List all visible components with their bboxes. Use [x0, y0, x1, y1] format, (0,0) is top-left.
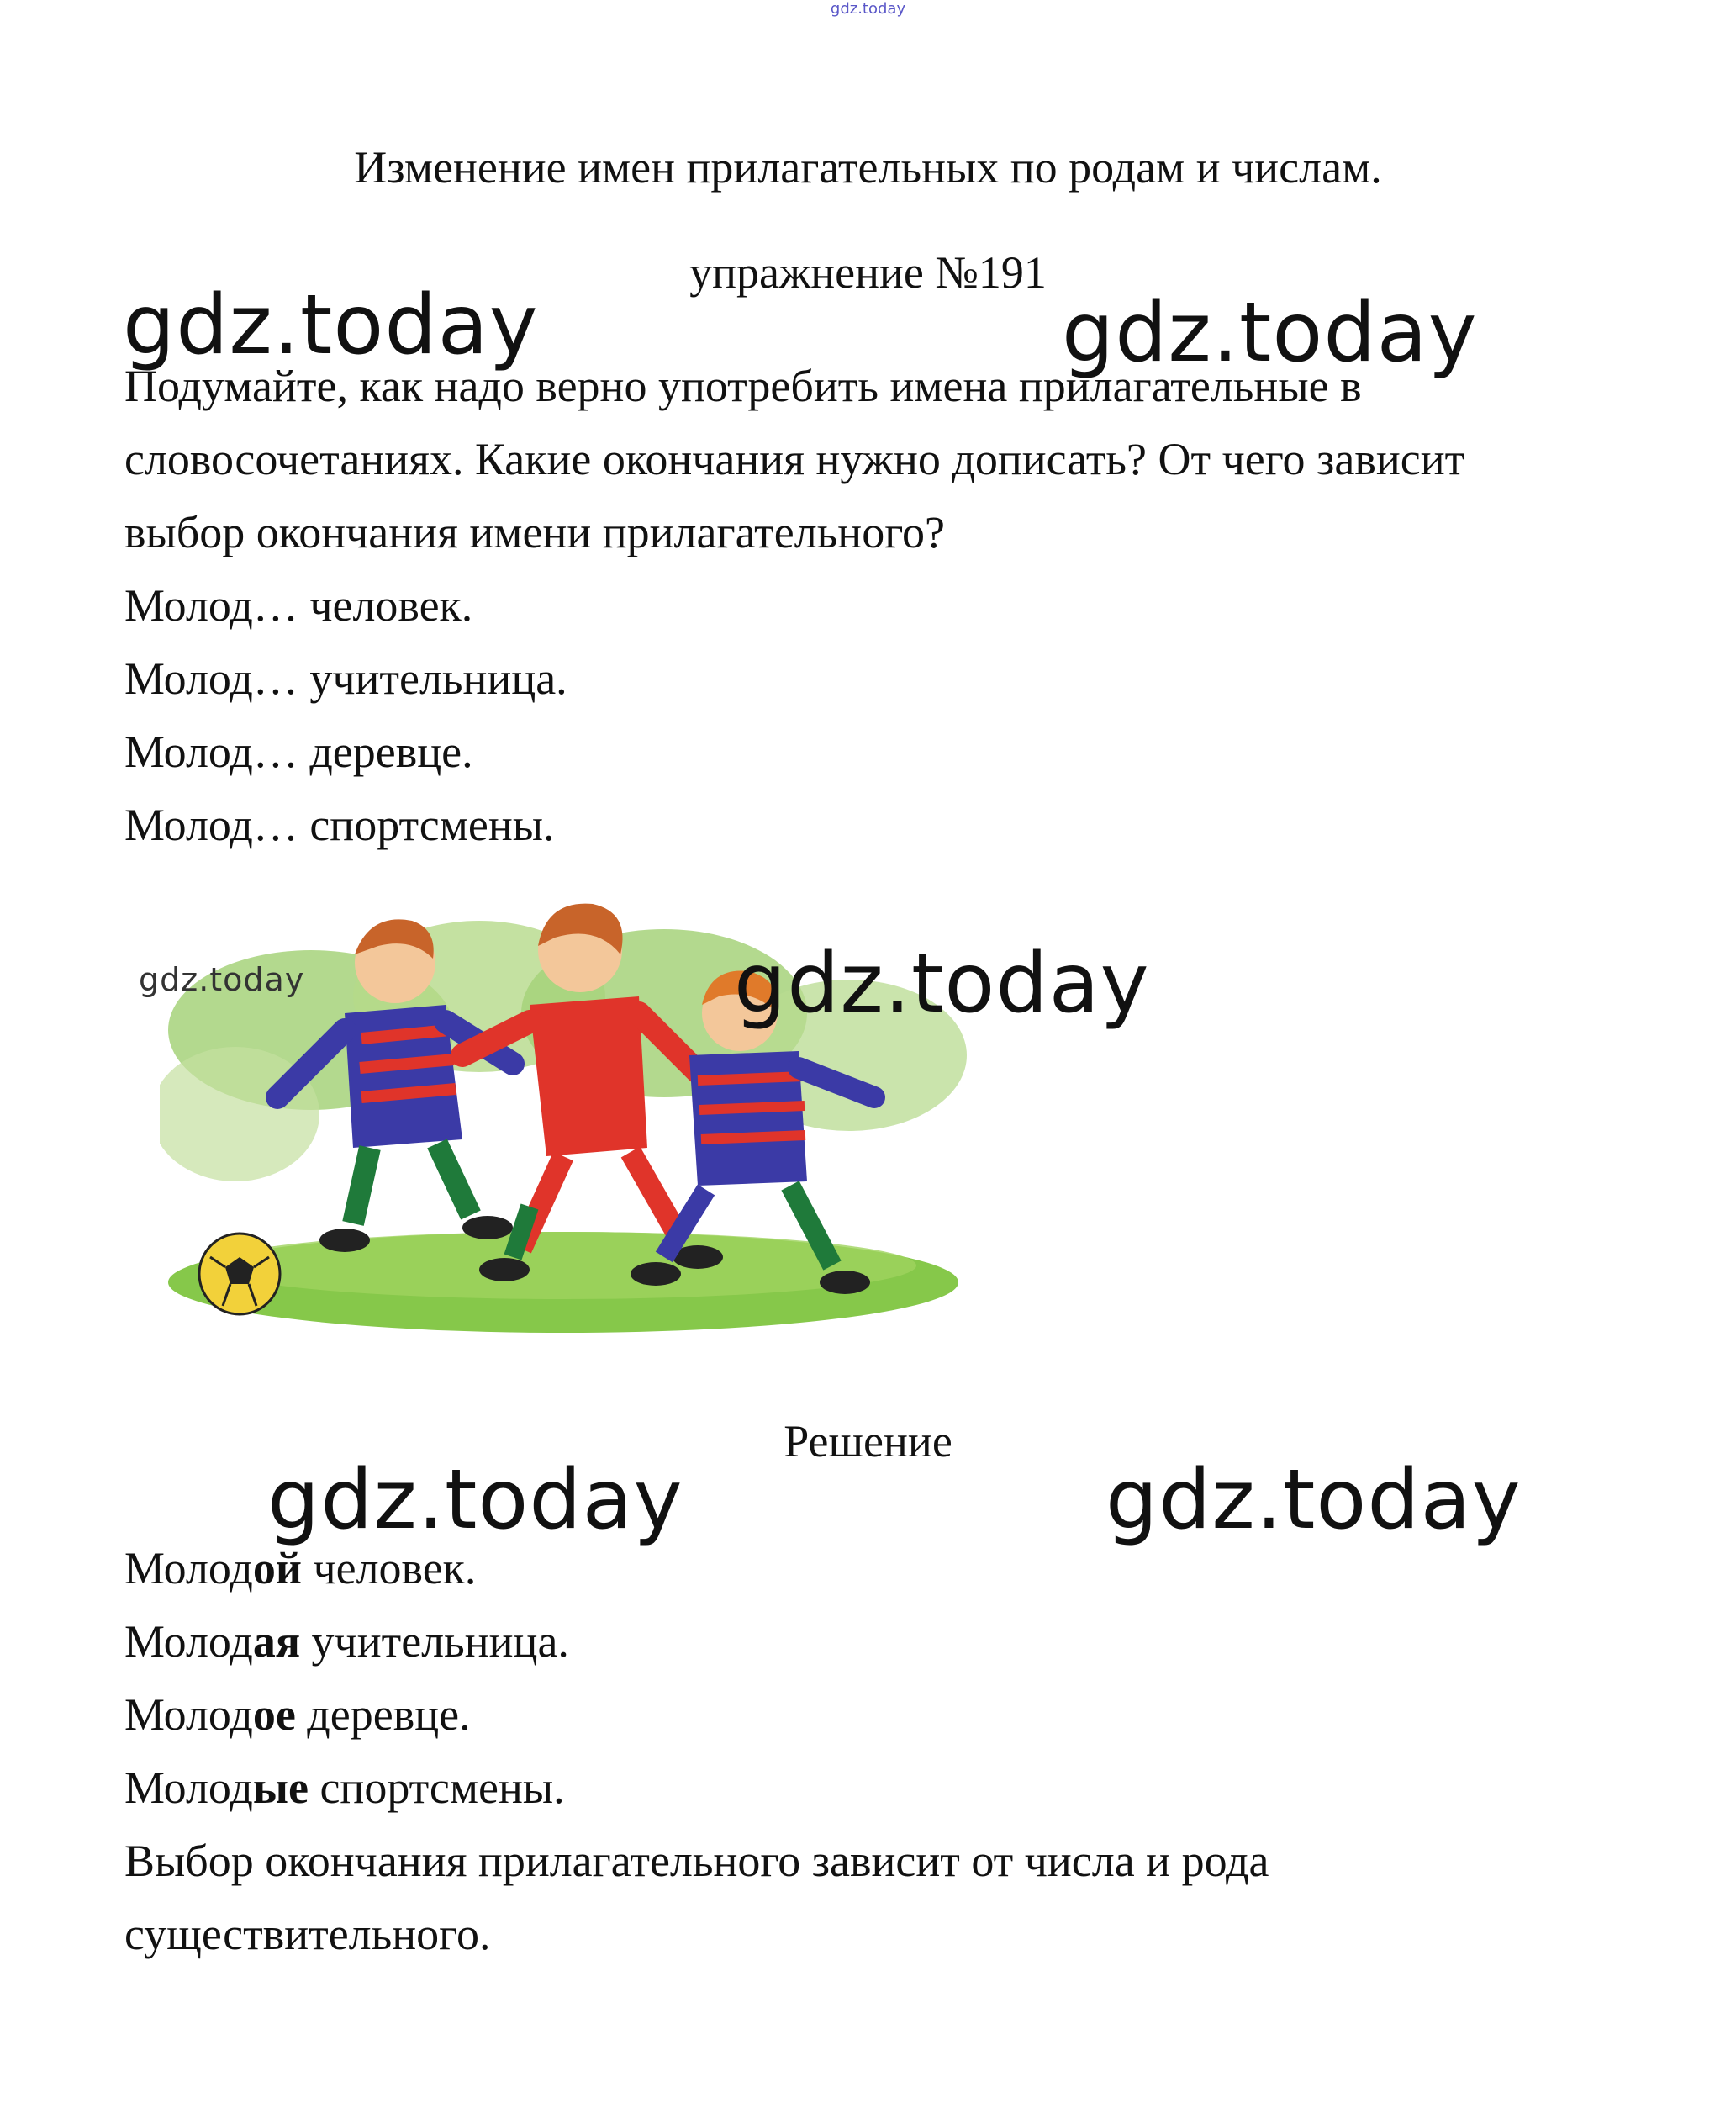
answer-line: Молодые спортсмены. — [124, 1762, 565, 1813]
task-phrase: Молод… человек. — [124, 580, 473, 631]
page-title: Изменение имен прилагательных по родам и числам. — [354, 142, 1382, 193]
exercise-label: упражнение №191 — [689, 247, 1047, 298]
solution-heading: Решение — [784, 1416, 952, 1466]
answer-line: Молодое деревце. — [124, 1689, 471, 1740]
answer-ending: ой — [252, 1543, 302, 1593]
answer-ending: ая — [252, 1616, 301, 1667]
answer-ending: ое — [252, 1689, 296, 1740]
answer-line: Молодая учительница. — [124, 1616, 569, 1667]
task-question-line: Подумайте, как надо верно употребить имена прилагательные в — [124, 361, 1362, 411]
soccer-ball — [199, 1234, 280, 1314]
task-phrase: Молод… спортсмены. — [124, 800, 555, 850]
conclusion-line: Выбор окончания прилагательного зависит от числа и рода — [124, 1836, 1269, 1886]
watermark: gdz.today — [267, 1452, 683, 1548]
answer-line: Молодой человек. — [124, 1543, 477, 1593]
task-question-line: словосочетаниях. Какие окончания нужно дописать? От чего зависит — [124, 434, 1465, 484]
watermark: gdz.today — [1105, 1452, 1522, 1548]
watermark: gdz.today — [1062, 285, 1478, 381]
top-watermark: gdz.today — [830, 0, 906, 18]
watermark: gdz.today — [123, 277, 539, 373]
task-phrase: Молод… деревце. — [124, 727, 473, 777]
answer-ending: ые — [252, 1762, 309, 1813]
watermark: gdz.today — [139, 961, 305, 998]
task-question-line: выбор окончания имени прилагательного? — [124, 507, 945, 557]
conclusion-line: существительного. — [124, 1909, 491, 1959]
watermark: gdz.today — [734, 936, 1150, 1032]
task-phrase: Молод… учительница. — [124, 653, 567, 704]
